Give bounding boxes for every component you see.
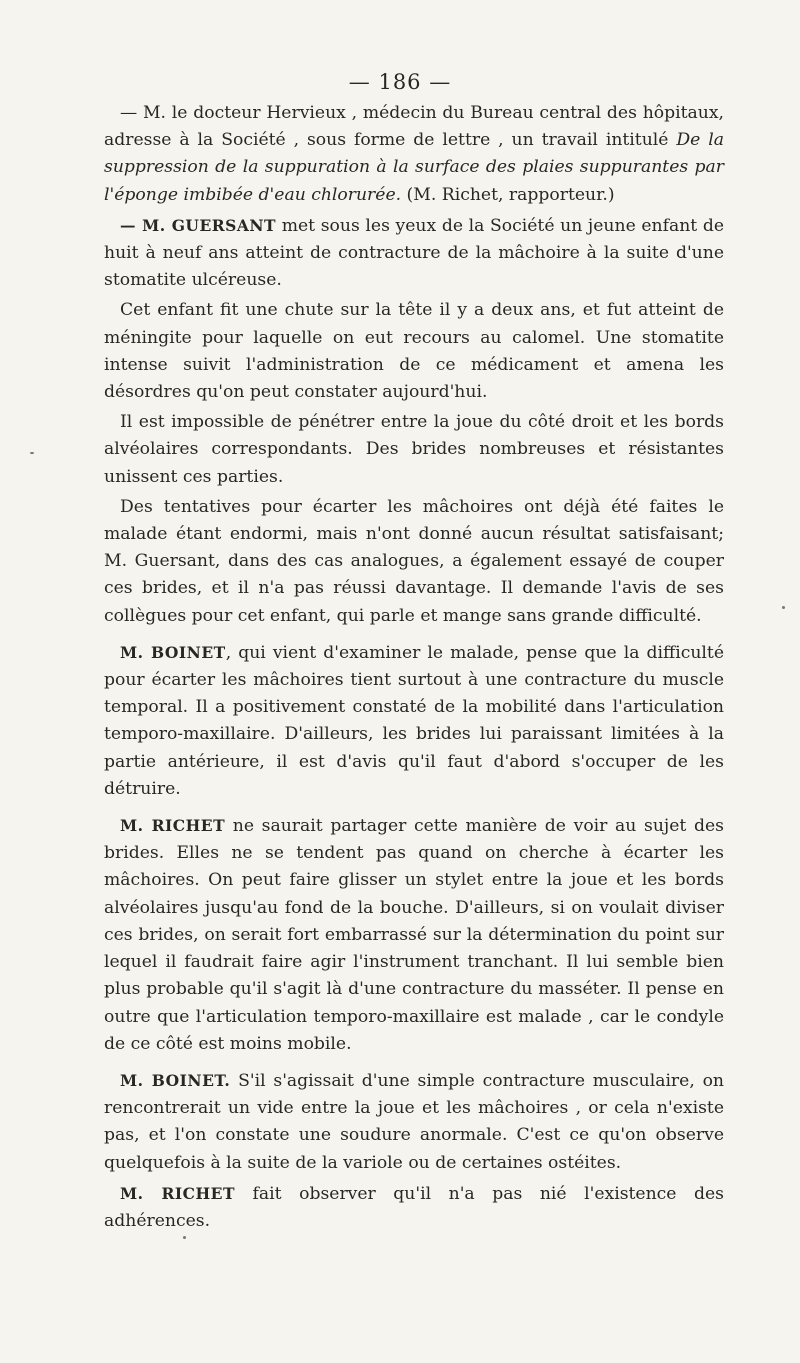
paper-speck — [30, 452, 34, 454]
paragraph-text: S'il s'agissait d'une simple contracture musculaire, on rencontrerait un vide entre la joue et les mâchoires , or cela n'existe pas, et l'on constate une soudure anormale. C'est ce qu'on observe quelquefois à la suite de la variole ou de certaines ostéites. — [104, 1070, 724, 1173]
paragraph-text: le docteur Hervieux , médecin du Bureau central des hôpitaux, adresse à la Société , sous forme de lettre , un travail intitulé — [104, 103, 724, 151]
paragraph-boinet-1 — [104, 639, 724, 803]
paragraph-text: Il est impossible de pénétrer entre la joue du côté droit et les bords alvéolaires correspondants. Des brides nombreuses et résistantes unissent ces parties. — [104, 412, 724, 487]
paper-speck — [183, 1236, 186, 1239]
page-number: — 186 — — [348, 70, 452, 94]
paragraph-tentatives — [104, 494, 724, 630]
speaker-lead: M. BOINET. — [120, 1070, 231, 1090]
speaker-lead: — M. GUERSANT — [120, 215, 277, 235]
body-text — [104, 100, 724, 1238]
paragraph-text: (M. Richet, rapporteur.) — [401, 184, 615, 205]
paragraph-text: fait observer qu'il n'a pas nié l'existence des adhérences. — [104, 1183, 724, 1231]
paragraph-text: ne saurait partager cette manière de voir au sujet des brides. Elles ne se tendent pas quand on cherche à écarter les mâchoires. On peut faire glisser un stylet entre la joue et les bords alvéolaires jusqu'au fond de la bouche. D'ailleurs, si on voulait diviser ces brides, on serait fort embarrassé sur la détermination du point sur lequel il faudrait faire agir l'instrument tranchant. Il lui semble bien plus probable qu'il s'agit là d'une contracture du masséter. Il pense en outre que l'articulation temporo-maxillaire est malade , car le condyle de ce côté est moins mobile. — [104, 816, 724, 1054]
paragraph-richet-1 — [104, 812, 724, 1058]
speaker-lead: M. RICHET — [120, 1183, 235, 1203]
speaker-lead: M. RICHET — [120, 816, 226, 836]
speaker-lead: — M. — [120, 103, 167, 123]
paragraph-boinet-2 — [104, 1067, 724, 1177]
speaker-lead: M. BOINET — [120, 642, 226, 662]
paragraph-case-history — [104, 297, 724, 406]
paragraph-text: Des tentatives pour écarter les mâchoires ont déjà été faites le malade étant endormi, mais n'ont donné aucun résultat satisfaisant; M. Guersant, dans des cas analogues, a également essayé de couper ces brides, et il n'a pas réussi davantage. Il demande l'avis de ses collègues pour cet enfant, qui parle et mange sans grande difficulté. — [104, 496, 724, 626]
paragraph-hervieux — [104, 100, 724, 209]
paragraph-text: met sous les yeux de la Société un jeune enfant de huit à neuf ans atteint de contracture de la mâchoire à la suite d'une stomatite ulcéreuse. — [104, 215, 725, 291]
paragraph-text: , qui vient d'examiner le malade, pense que la difficulté pour écarter les mâchoires tient surtout à une contracture du muscle temporal. Il a positivement constaté de la mobilité dans l'articulation temporo-maxillaire. D'ailleurs, les brides lui paraissant limitées à la partie antérieure, il est d'avis qu'il faut d'abord s'occuper de les détruire. — [104, 642, 724, 799]
paragraph-text: Cet enfant fit une chute sur la tête il y a deux ans, et fut atteint de méningite pour laquelle on eut recours au calomel. Une stomatite intense suivit l'administration de ce médicament et amena les désordres qu'on peut constater aujourd'hui. — [104, 300, 724, 403]
paragraph-guersant — [104, 212, 724, 295]
paper-speck — [782, 606, 785, 609]
paper-title: De la suppression de la suppuration à la surface des plaies suppurantes par l'éponge imbibée d'eau chlorurée. — [104, 130, 724, 205]
paragraph-brides — [104, 409, 724, 491]
paragraph-richet-2 — [104, 1180, 724, 1235]
